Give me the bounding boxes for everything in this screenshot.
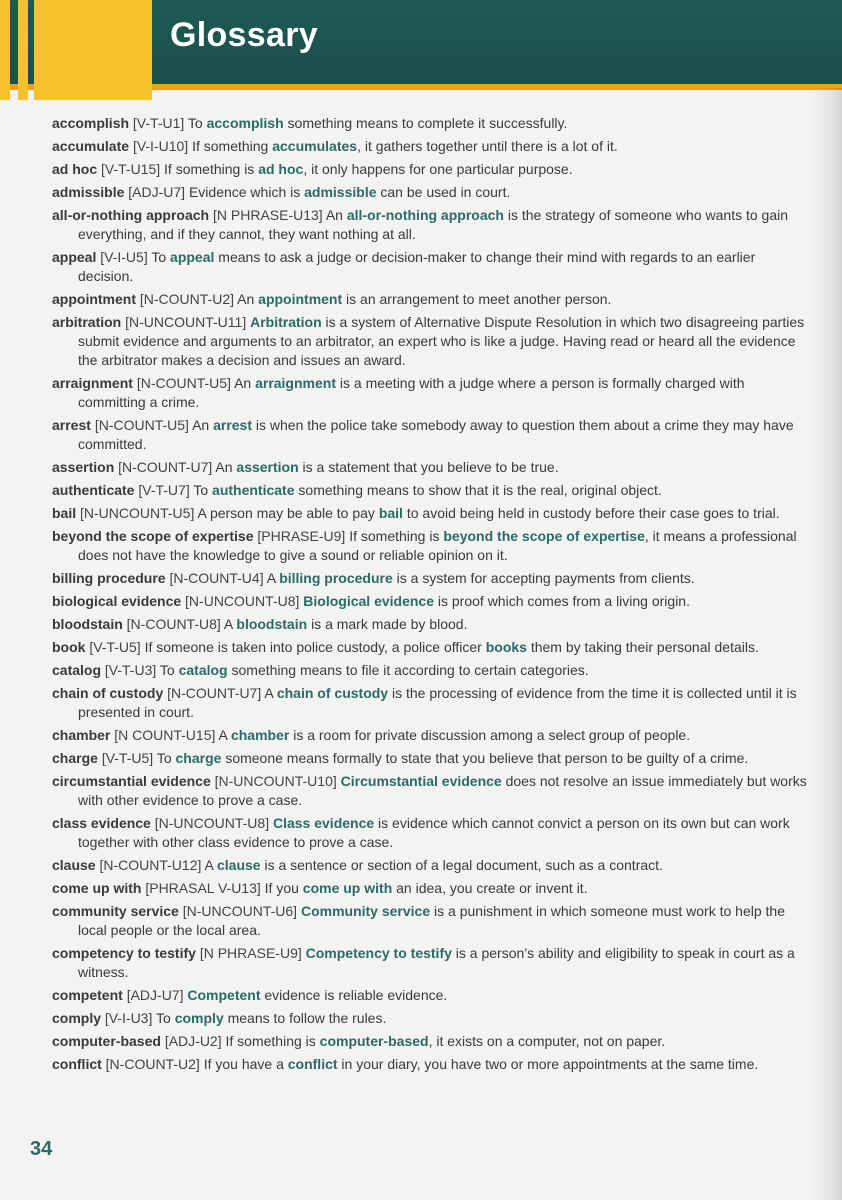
entry-keyword: assertion xyxy=(236,459,299,475)
glossary-entry xyxy=(52,1009,814,1028)
glossary-entry xyxy=(52,1032,814,1051)
entry-part-of-speech: [ADJ-U2] xyxy=(164,1033,222,1049)
entry-definition-lead: To xyxy=(156,1010,171,1026)
glossary-entry xyxy=(52,504,814,523)
glossary-entry xyxy=(52,374,814,412)
entry-headword: computer-based xyxy=(52,1033,161,1049)
entry-keyword: Biological evidence xyxy=(303,593,434,609)
entry-part-of-speech: [N-COUNT-U2] xyxy=(105,1056,200,1072)
entry-part-of-speech: [N COUNT-U15] xyxy=(114,727,216,743)
entry-headword: community service xyxy=(52,903,179,919)
entry-keyword: authenticate xyxy=(212,482,295,498)
entry-definition-lead: An xyxy=(325,207,343,223)
entry-definition-lead: If you xyxy=(264,880,299,896)
entry-definition-lead: To xyxy=(187,115,203,131)
entry-part-of-speech: [N PHRASE-U13] xyxy=(213,207,323,223)
entry-headword: beyond the scope of expertise xyxy=(52,528,254,544)
yellow-tab-decoration xyxy=(18,0,28,100)
entry-headword: authenticate xyxy=(52,482,135,498)
entry-keyword: all-or-nothing approach xyxy=(346,207,504,223)
entry-part-of-speech: [V-I-U5] xyxy=(100,249,148,265)
entry-definition-rest: is when the police take somebody away to question them about a crime they may have committed. xyxy=(78,417,794,452)
glossary-entry xyxy=(52,313,814,370)
entry-definition-lead: An xyxy=(215,459,233,475)
entry-headword: ad hoc xyxy=(52,161,98,177)
entry-headword: circumstantial evidence xyxy=(52,773,211,789)
entry-definition-lead: If something is xyxy=(225,1033,316,1049)
entry-headword: clause xyxy=(52,857,96,873)
entry-headword: biological evidence xyxy=(52,593,182,609)
entry-keyword: Competency to testify xyxy=(305,945,452,961)
entry-part-of-speech: [N-COUNT-U5] xyxy=(136,375,231,391)
entry-headword: arraignment xyxy=(52,375,133,391)
entry-headword: bail xyxy=(52,505,77,521)
entry-part-of-speech: [V-T-U3] xyxy=(104,662,157,678)
entry-definition-rest: does not resolve an issue immediately but works with other evidence to prove a case. xyxy=(78,773,807,808)
entry-keyword: bloodstain xyxy=(236,616,308,632)
glossary-entry xyxy=(52,137,814,156)
entry-definition-rest: is a system of Alternative Dispute Resolution in which two disagreeing parties submit evidence and arguments to an arbitrator, an expert who is like a judge. Having read or heard all the evidence the arbitrator makes a decision and issues an award. xyxy=(78,314,805,368)
entry-keyword: Class evidence xyxy=(272,815,375,831)
entry-part-of-speech: [N-UNCOUNT-U11] xyxy=(125,314,247,330)
entry-headword: come up with xyxy=(52,880,142,896)
entry-part-of-speech: [N-UNCOUNT-U10] xyxy=(214,773,337,789)
entry-keyword: arrest xyxy=(213,417,252,433)
entry-part-of-speech: [V-I-U3] xyxy=(104,1010,153,1026)
entry-keyword: bail xyxy=(378,505,403,521)
entry-definition-rest: someone means formally to state that you believe that person to be guilty of a crime. xyxy=(225,750,749,766)
entry-headword: competent xyxy=(52,987,123,1003)
glossary-entry xyxy=(52,902,814,940)
entry-part-of-speech: [V-T-U5] xyxy=(89,639,141,655)
entry-part-of-speech: [ADJ-U7] xyxy=(128,184,186,200)
entry-definition-lead: A xyxy=(223,616,233,632)
glossary-entry xyxy=(52,183,814,202)
entry-definition-rest: them by taking their personal details. xyxy=(530,639,759,655)
entry-keyword: chamber xyxy=(230,727,290,743)
entry-definition-rest: is the processing of evidence from the time it is collected until it is presented in court. xyxy=(78,685,797,720)
entry-headword: accumulate xyxy=(52,138,130,154)
entry-definition-rest: is the strategy of someone who wants to gain everything, and if they cannot, they want nothing at all. xyxy=(78,207,789,242)
entry-definition-rest: can be used in court. xyxy=(380,184,511,200)
entry-definition-rest: is proof which comes from a living origin. xyxy=(437,593,690,609)
entry-definition-rest: is a punishment in which someone must work to help the local people or the local area. xyxy=(78,903,785,938)
entry-definition-rest: is a room for private discussion among a select group of people. xyxy=(293,727,691,743)
glossary-entry xyxy=(52,944,814,982)
entry-definition-rest: is a person’s ability and eligibility to speak in court as a witness. xyxy=(78,945,795,980)
entry-definition-rest: means to follow the rules. xyxy=(227,1010,387,1026)
glossary-entry xyxy=(52,1055,814,1074)
entry-headword: arrest xyxy=(52,417,91,433)
entry-definition-lead: To xyxy=(156,750,172,766)
entry-keyword: accumulates xyxy=(272,138,358,154)
entry-keyword: appeal xyxy=(170,249,215,265)
entry-keyword: beyond the scope of expertise xyxy=(443,528,645,544)
entry-keyword: chain of custody xyxy=(276,685,389,701)
glossary-entry xyxy=(52,206,814,244)
glossary-entry xyxy=(52,814,814,852)
glossary-entry xyxy=(52,458,814,477)
entry-headword: assertion xyxy=(52,459,115,475)
entry-keyword: computer-based xyxy=(319,1033,429,1049)
entry-part-of-speech: [V-T-U1] xyxy=(132,115,185,131)
entry-keyword: catalog xyxy=(178,662,228,678)
page-curl-shadow xyxy=(812,88,842,1200)
entry-keyword: Community service xyxy=(300,903,431,919)
entry-keyword: comply xyxy=(174,1010,224,1026)
entry-headword: class evidence xyxy=(52,815,151,831)
entry-headword: all-or-nothing approach xyxy=(52,207,210,223)
entry-definition-rest: , it means a professional does not have the knowledge to give a sound or reliable opinion on it. xyxy=(78,528,797,563)
entry-part-of-speech: [PHRASE-U9] xyxy=(257,528,346,544)
entry-headword: chamber xyxy=(52,727,111,743)
glossary-entry xyxy=(52,416,814,454)
glossary-entry xyxy=(52,986,814,1005)
entry-definition-lead: An xyxy=(237,291,255,307)
entry-keyword: accomplish xyxy=(206,115,284,131)
entry-definition-rest: evidence is reliable evidence. xyxy=(264,987,448,1003)
glossary-entry xyxy=(52,772,814,810)
entry-definition-rest: an idea, you create or invent it. xyxy=(396,880,588,896)
entry-part-of-speech: [N-COUNT-U4] xyxy=(169,570,264,586)
entry-definition-lead: An xyxy=(234,375,252,391)
entry-definition-rest: is a system for accepting payments from clients. xyxy=(396,570,695,586)
entry-definition-rest: means to ask a judge or decision-maker to change their mind with regards to an earlier decision. xyxy=(78,249,756,284)
entry-keyword: admissible xyxy=(304,184,377,200)
entry-definition-rest: is a meeting with a judge where a person is formally charged with committing a crime. xyxy=(78,375,745,410)
entry-headword: arbitration xyxy=(52,314,122,330)
entry-headword: bloodstain xyxy=(52,616,123,632)
glossary-entry xyxy=(52,527,814,565)
entry-part-of-speech: [V-T-U15] xyxy=(101,161,161,177)
page-number: 34 xyxy=(30,1138,53,1160)
entry-keyword: come up with xyxy=(302,880,393,896)
entry-keyword: clause xyxy=(216,857,261,873)
glossary-entry xyxy=(52,592,814,611)
entry-headword: billing procedure xyxy=(52,570,166,586)
glossary-entry xyxy=(52,856,814,875)
entry-definition-rest: is a mark made by blood. xyxy=(311,616,468,632)
entry-keyword: appointment xyxy=(258,291,343,307)
entry-keyword: conflict xyxy=(287,1056,338,1072)
entry-keyword: Competent xyxy=(187,987,261,1003)
glossary-entry xyxy=(52,879,814,898)
entry-part-of-speech: [PHRASAL V-U13] xyxy=(145,880,261,896)
entry-part-of-speech: [ADJ-U7] xyxy=(126,987,184,1003)
yellow-tab-decoration xyxy=(34,0,152,100)
page-title: Glossary xyxy=(170,16,318,54)
entry-definition-lead: Evidence which is xyxy=(188,184,301,200)
glossary-entry xyxy=(52,661,814,680)
entry-definition-lead: If someone is taken into police custody, a police officer xyxy=(144,639,482,655)
entry-definition-lead: If something xyxy=(192,138,269,154)
entry-headword: book xyxy=(52,639,86,655)
entry-definition-lead: To xyxy=(151,249,167,265)
entry-definition-rest: is a sentence or section of a legal document, such as a contract. xyxy=(264,857,663,873)
entry-keyword: books xyxy=(485,639,527,655)
yellow-tab-decoration xyxy=(0,0,10,100)
entry-definition-lead: A xyxy=(204,857,214,873)
entry-definition-lead: If something is xyxy=(349,528,440,544)
entry-definition-lead: A person may be able to pay xyxy=(197,505,375,521)
entry-definition-lead: To xyxy=(193,482,209,498)
entry-headword: admissible xyxy=(52,184,125,200)
entry-definition-rest: is a statement that you believe to be true. xyxy=(302,459,559,475)
entry-definition-rest: something means to file it according to certain categories. xyxy=(231,662,589,678)
entry-definition-rest: , it exists on a computer, not on paper. xyxy=(428,1033,666,1049)
entry-part-of-speech: [N-COUNT-U7] xyxy=(118,459,213,475)
entry-part-of-speech: [V-T-U7] xyxy=(138,482,190,498)
entry-part-of-speech: [N-UNCOUNT-U5] xyxy=(80,505,195,521)
glossary-entry xyxy=(52,481,814,500)
glossary-entry xyxy=(52,726,814,745)
entry-headword: accomplish xyxy=(52,115,130,131)
entry-definition-lead: An xyxy=(192,417,210,433)
entry-definition-lead: A xyxy=(218,727,228,743)
glossary-entry xyxy=(52,290,814,309)
entry-part-of-speech: [N-COUNT-U5] xyxy=(94,417,189,433)
entry-definition-rest: , it only happens for one particular purpose. xyxy=(303,161,573,177)
entry-definition-lead: A xyxy=(264,685,273,701)
entry-part-of-speech: [V-T-U5] xyxy=(101,750,154,766)
entry-headword: charge xyxy=(52,750,98,766)
glossary-entry xyxy=(52,638,814,657)
entry-definition-lead: A xyxy=(266,570,276,586)
entry-part-of-speech: [N-COUNT-U8] xyxy=(126,616,221,632)
entry-definition-lead: To xyxy=(159,662,175,678)
entry-definition-lead: If something is xyxy=(164,161,255,177)
entry-part-of-speech: [N PHRASE-U9] xyxy=(199,945,302,961)
entry-keyword: billing procedure xyxy=(279,570,393,586)
entry-keyword: ad hoc xyxy=(258,161,304,177)
entry-part-of-speech: [N-COUNT-U2] xyxy=(139,291,235,307)
glossary-entry xyxy=(52,749,814,768)
entry-keyword: Arbitration xyxy=(250,314,322,330)
entry-headword: appeal xyxy=(52,249,97,265)
entry-definition-rest: something means to complete it successfully. xyxy=(287,115,568,131)
entry-headword: appointment xyxy=(52,291,136,307)
entry-headword: catalog xyxy=(52,662,102,678)
entry-definition-rest: something means to show that it is the real, original object. xyxy=(298,482,662,498)
entry-headword: comply xyxy=(52,1010,102,1026)
glossary-entry xyxy=(52,114,814,133)
entry-definition-rest: , it gathers together until there is a lot of it. xyxy=(357,138,618,154)
glossary-entry xyxy=(52,569,814,588)
entry-headword: conflict xyxy=(52,1056,102,1072)
entry-definition-rest: is evidence which cannot convict a person on its own but can work together with other class evidence to prove a case. xyxy=(78,815,790,850)
entry-headword: chain of custody xyxy=(52,685,164,701)
entry-keyword: Circumstantial evidence xyxy=(340,773,502,789)
entry-headword: competency to testify xyxy=(52,945,196,961)
entry-part-of-speech: [V-I-U10] xyxy=(132,138,189,154)
glossary-entry xyxy=(52,684,814,722)
entry-part-of-speech: [N-COUNT-U12] xyxy=(99,857,202,873)
entry-part-of-speech: [N-UNCOUNT-U8] xyxy=(154,815,270,831)
entry-definition-lead: If you have a xyxy=(203,1056,284,1072)
entry-definition-rest: in your diary, you have two or more appointments at the same time. xyxy=(341,1056,759,1072)
entry-definition-rest: is an arrangement to meet another person. xyxy=(346,291,612,307)
glossary-list xyxy=(52,114,814,1078)
entry-part-of-speech: [N-UNCOUNT-U8] xyxy=(185,593,300,609)
entry-part-of-speech: [N-COUNT-U7] xyxy=(167,685,262,701)
glossary-entry xyxy=(52,160,814,179)
entry-keyword: charge xyxy=(175,750,222,766)
glossary-entry xyxy=(52,615,814,634)
entry-definition-rest: to avoid being held in custody before their case goes to trial. xyxy=(406,505,780,521)
entry-part-of-speech: [N-UNCOUNT-U6] xyxy=(182,903,298,919)
glossary-entry xyxy=(52,248,814,286)
entry-keyword: arraignment xyxy=(255,375,336,391)
